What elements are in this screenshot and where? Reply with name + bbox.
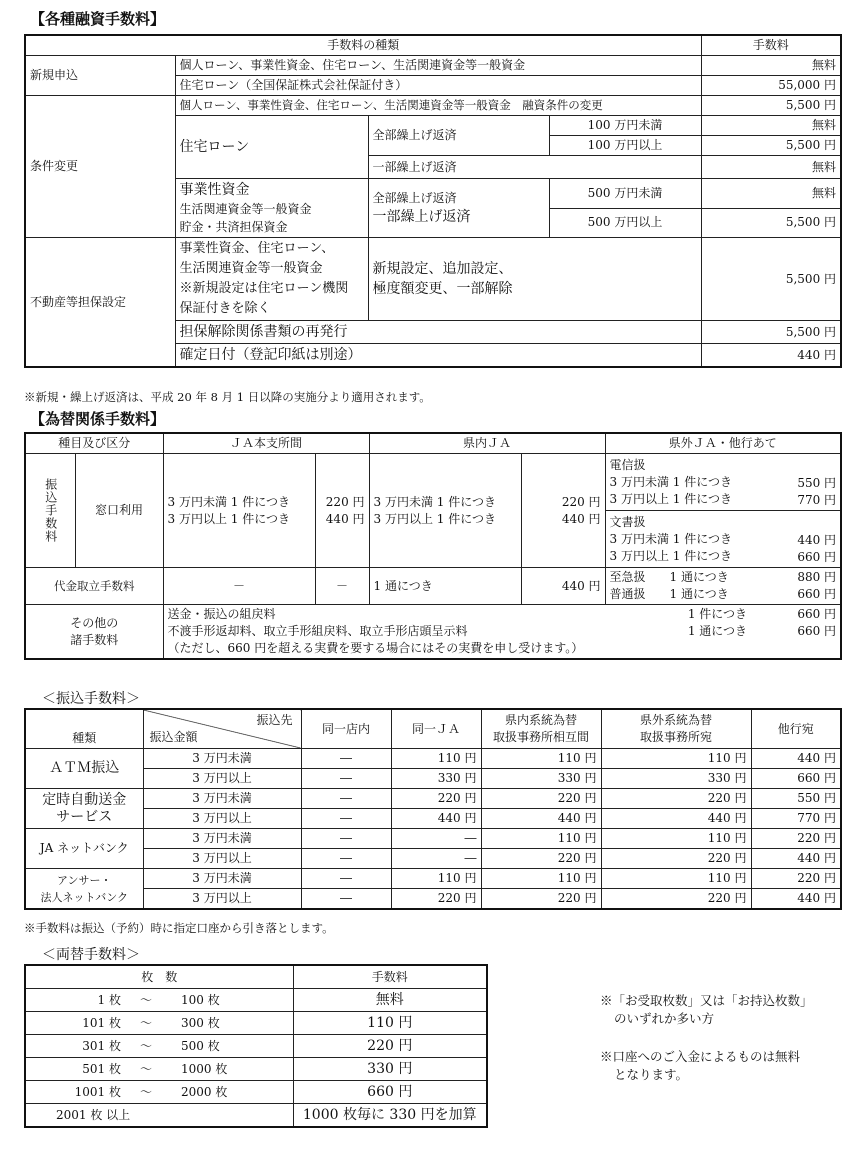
transfer-cell-e: 220 円 [751,829,841,849]
re-action-2: 極度額変更、一部解除 [372,281,513,297]
h-out-1: 県外系統為替 [639,713,712,727]
b-ge3-fee: 440 円 [561,511,601,526]
transfer-cell-e: 660 円 [751,769,841,789]
coin-fee-table [24,964,488,1128]
transfer-cell-c: 110 円 [481,749,601,769]
normal-fee: 660 円 [797,587,837,601]
tel-ge3-fee: 770 円 [797,493,837,507]
h-count: 枚 数 [25,965,293,989]
coin-fee: 110 円 [293,1012,487,1035]
urgent-label: 至急扱 1 通につき [609,570,729,584]
transfer-cell-c: 110 円 [481,869,601,889]
coin-from: 101 枚 [25,1012,125,1035]
collect-dash-2: － [315,568,369,605]
head-fee: 手数料 [701,35,841,56]
transfer-cell-c: 220 円 [481,889,601,910]
transfer-cell-b: ― [391,849,481,869]
urgent-fee: 880 円 [797,570,837,584]
condition-change-label: 条件変更 [25,96,175,238]
transfer-cell-a: ― [301,749,391,769]
transfer-cell-b: 220 円 [391,889,481,910]
other-fees-label-2: 諸手数料 [70,632,119,647]
b-ge3: 3 万円以上 1 件につき [373,511,497,526]
transfer-cell-amt: 3 万円以上 [143,769,301,789]
h-out-2: 取扱事務所宛 [639,730,712,744]
new-fee-2: 55,000 円 [701,76,841,96]
transfer-cell-b: 440 円 [391,809,481,829]
other-row-3: （ただし、660 円を超える実費を要する場合にはその実費を申し受けます。） [167,641,584,655]
h-pref-ja: 県内ＪＡ [369,433,605,454]
re-fee: 5,500 円 [701,238,841,321]
transfer-cell-amt: 3 万円以上 [143,809,301,829]
transfer-note: ※手数料は振込（予約）時に指定口座から引き落とします。 [24,921,334,935]
transfer-kind-name-2: サービス [56,808,113,825]
full-repay-label: 全部繰上げ返済 [368,116,549,156]
table-row [25,829,841,849]
loan-fee-heading: 【各種融資手数料】 [30,10,166,28]
table-row [25,1035,487,1058]
coin-fee: 無料 [293,989,487,1012]
table-row [25,809,841,829]
other-row-1: 送金・振込の組戻料 [167,607,276,621]
doc-lt3-fee: 440 円 [797,533,837,547]
transfer-cell-amt: 3 万円未満 [143,789,301,809]
other-row-2: 不渡手形返却料、取立手形組戻料、取立手形店頭呈示料 [167,624,468,638]
collection-fee-label: 代金取立手数料 [25,568,163,605]
table-row [25,849,841,869]
part-repay-fee: 無料 [701,156,841,179]
lt500-label: 500 万円未満 [549,179,701,209]
table-row [25,789,841,809]
h-other-bank: 他行宛 [751,709,841,749]
re-line-3: ※新規設定は住宅ローン機関 [179,281,349,296]
table-row [25,749,841,769]
a-lt3-fee: 220 円 [325,494,365,509]
lt500-fee: 無料 [701,179,841,209]
transfer-cell-e: 440 円 [751,749,841,769]
coin-fee: 220 円 [293,1035,487,1058]
coin-to: 2000 枚 [167,1081,293,1104]
other-unit-1: 1 件につき [687,607,748,621]
h-pref-2: 取扱事務所相互間 [492,730,589,744]
ge500-label: 500 万円以上 [549,208,701,238]
furikomi-fee-vertical: 振込手数料 [43,478,58,543]
lt100-fee: 無料 [701,116,841,136]
biz-part-repay: 一部繰上げ返済 [372,208,471,225]
h-kind: 種目及び区分 [25,433,163,454]
document-label: 文書扱 [609,514,646,529]
biz-fund-label: 事業性資金 [179,182,250,198]
h-coin-fee: 手数料 [293,965,487,989]
part-repay-label: 一部繰上げ返済 [368,156,701,179]
coin-to: 1000 枚 [167,1058,293,1081]
transfer-cell-amt: 3 万円未満 [143,829,301,849]
a-ge3: 3 万円以上 1 件につき [167,511,290,526]
loan-fee-table [24,34,842,368]
ge100-label: 100 万円以上 [549,136,701,156]
living-fund-label: 生活関連資金等一般資金 [179,202,312,216]
h-amount: 振込金額 [149,730,198,744]
transfer-cell-d: 220 円 [601,789,751,809]
coin-tilde: ～ [125,1058,167,1081]
transfer-cell-e: 220 円 [751,869,841,889]
transfer-cell-c: 110 円 [481,829,601,849]
transfer-kind-name: JA ネットバンク [39,841,129,855]
coin-to: 300 枚 [167,1012,293,1035]
table-row [25,989,487,1012]
tel-lt3-fee: 550 円 [797,476,837,490]
transfer-kind-name: アンサー・ [56,873,112,887]
side-note-1b: のいずれか多い方 [614,1011,715,1026]
head-type: 手数料の種類 [25,35,701,56]
transfer-kind-name: ＡＴＭ振込 [49,760,120,776]
transfer-cell-c: 220 円 [481,849,601,869]
side-note-1a: ※「お受取枚数」又は「お持込枚数」 [600,993,813,1008]
transfer-cell-d: 440 円 [601,809,751,829]
table-row [25,869,841,889]
transfer-cell-amt: 3 万円以上 [143,889,301,910]
telegraph-label: 電信扱 [609,457,646,472]
transfer-cell-a: ― [301,889,391,910]
h-same-branch: 同一店内 [301,709,391,749]
coin-to: 100 枚 [167,989,293,1012]
coin-fee-heading: ＜両替手数料＞ [42,947,140,963]
transfer-cell-a: ― [301,809,391,829]
doc-lt3: 3 万円未満 1 件につき [609,531,733,546]
savings-fund-label: 貯金・共済担保資金 [179,220,288,234]
transfer-cell-e: 440 円 [751,849,841,869]
per-one-label: 1 通につき [369,568,521,605]
transfer-fee-heading: ＜振込手数料＞ [42,691,140,707]
h-pref-1: 県内系統為替 [504,713,577,727]
side-note-2a: ※口座へのご入金によるものは無料 [600,1049,801,1064]
h-ja-branch: ＪＡ本支所間 [163,433,369,454]
a-lt3: 3 万円未満 1 件につき [167,494,290,509]
transfer-cell-amt: 3 万円未満 [143,749,301,769]
real-estate-label: 不動産等担保設定 [25,238,175,368]
coin-from: 1001 枚 [25,1081,125,1104]
transfer-cell-a: ― [301,829,391,849]
transfer-cell-b: 110 円 [391,749,481,769]
transfer-cell-d: 220 円 [601,889,751,910]
other-fee-2: 660 円 [797,624,837,638]
transfer-kind-name-2: 法人ネットバンク [40,890,129,904]
transfer-cell-a: ― [301,789,391,809]
certified-date-label: 確定日付（登記印紙は別途） [175,344,701,368]
transfer-cell-b: ― [391,829,481,849]
new-row-1: 個人ローン、事業性資金、住宅ローン、生活関連資金等一般資金 [175,56,701,76]
tel-ge3: 3 万円以上 1 件につき [609,491,733,506]
table-row [25,1081,487,1104]
transfer-cell-e: 440 円 [751,889,841,910]
other-fee-1: 660 円 [797,607,837,621]
coin-from: 1 枚 [25,989,125,1012]
h-out-pref: 県外ＪＡ・他行あて [605,433,841,454]
new-fee-1: 無料 [701,56,841,76]
biz-full-repay: 全部繰上げ返済 [372,190,457,205]
table-row [25,1058,487,1081]
exchange-fee-heading: 【為替関係手数料】 [30,410,166,428]
transfer-kind-name: 定時自動送金 [42,791,127,808]
transfer-cell-c: 440 円 [481,809,601,829]
transfer-cell-c: 220 円 [481,789,601,809]
transfer-cell-d: 110 円 [601,829,751,849]
transfer-cell-e: 550 円 [751,789,841,809]
other-fees-label-1: その他の [70,615,119,630]
re-line-2: 生活関連資金等一般資金 [179,261,323,276]
coin-from: 301 枚 [25,1035,125,1058]
table-row [25,769,841,789]
coin-tilde: ～ [125,1035,167,1058]
reissue-label: 担保解除関係書類の再発行 [175,321,701,344]
a-ge3-fee: 440 円 [325,511,365,526]
re-action-1: 新規設定、追加設定、 [372,261,513,277]
collect-dash-1: － [163,568,315,605]
re-line-4: 保証付きを除く [179,301,271,316]
transfer-cell-c: 330 円 [481,769,601,789]
lt100-label: 100 万円未満 [549,116,701,136]
reissue-fee: 5,500 円 [701,321,841,344]
per-one-fee: 440 円 [521,568,605,605]
transfer-cell-d: 220 円 [601,849,751,869]
transfer-cell-amt: 3 万円以上 [143,849,301,869]
last-count: 2001 枚 以上 [25,1104,293,1128]
cond-row-1: 個人ローン、事業性資金、住宅ローン、生活関連資金等一般資金 融資条件の変更 [175,96,701,116]
coin-fee: 660 円 [293,1081,487,1104]
h-same-ja: 同一ＪＡ [391,709,481,749]
side-note-2b: となります。 [614,1067,689,1082]
doc-ge3: 3 万円以上 1 件につき [609,548,733,563]
transfer-cell-a: ― [301,849,391,869]
b-lt3-fee: 220 円 [561,494,601,509]
table-row [25,1012,487,1035]
coin-from: 501 枚 [25,1058,125,1081]
new-application-label: 新規申込 [25,56,175,96]
table-row [25,889,841,910]
window-use-label: 窓口利用 [75,454,163,568]
transfer-cell-d: 330 円 [601,769,751,789]
h-kind: 種類 [25,709,143,749]
transfer-cell-amt: 3 万円未満 [143,869,301,889]
transfer-cell-a: ― [301,869,391,889]
new-row-2: 住宅ローン（全国保証株式会社保証付き） [175,76,701,96]
coin-tilde: ～ [125,1081,167,1104]
transfer-cell-b: 330 円 [391,769,481,789]
transfer-cell-a: ― [301,769,391,789]
housing-loan-label: 住宅ローン [175,116,368,179]
transfer-fee-table [24,708,842,910]
ge500-fee: 5,500 円 [701,208,841,238]
transfer-cell-e: 770 円 [751,809,841,829]
coin-tilde: ～ [125,989,167,1012]
transfer-cell-b: 110 円 [391,869,481,889]
transfer-cell-b: 220 円 [391,789,481,809]
doc-ge3-fee: 660 円 [797,550,837,564]
tel-lt3: 3 万円未満 1 件につき [609,474,733,489]
transfer-cell-d: 110 円 [601,869,751,889]
transfer-cell-d: 110 円 [601,749,751,769]
coin-tilde: ～ [125,1012,167,1035]
loan-note: ※新規・繰上げ返済は、平成 20 年 8 月 1 日以降の実施分より適用されます。 [24,390,431,404]
certified-date-fee: 440 円 [701,344,841,368]
cond-fee-1: 5,500 円 [701,96,841,116]
exchange-fee-table [24,432,842,660]
normal-label: 普通扱 1 通につき [609,587,729,601]
coin-to: 500 枚 [167,1035,293,1058]
ge100-fee: 5,500 円 [701,136,841,156]
re-line-1: 事業性資金、住宅ローン、 [179,241,335,256]
other-unit-2: 1 通につき [687,624,748,638]
b-lt3: 3 万円未満 1 件につき [373,494,497,509]
coin-fee: 330 円 [293,1058,487,1081]
h-destination: 振込先 [256,713,293,727]
last-fee: 1000 枚毎に 330 円を加算 [293,1104,487,1128]
